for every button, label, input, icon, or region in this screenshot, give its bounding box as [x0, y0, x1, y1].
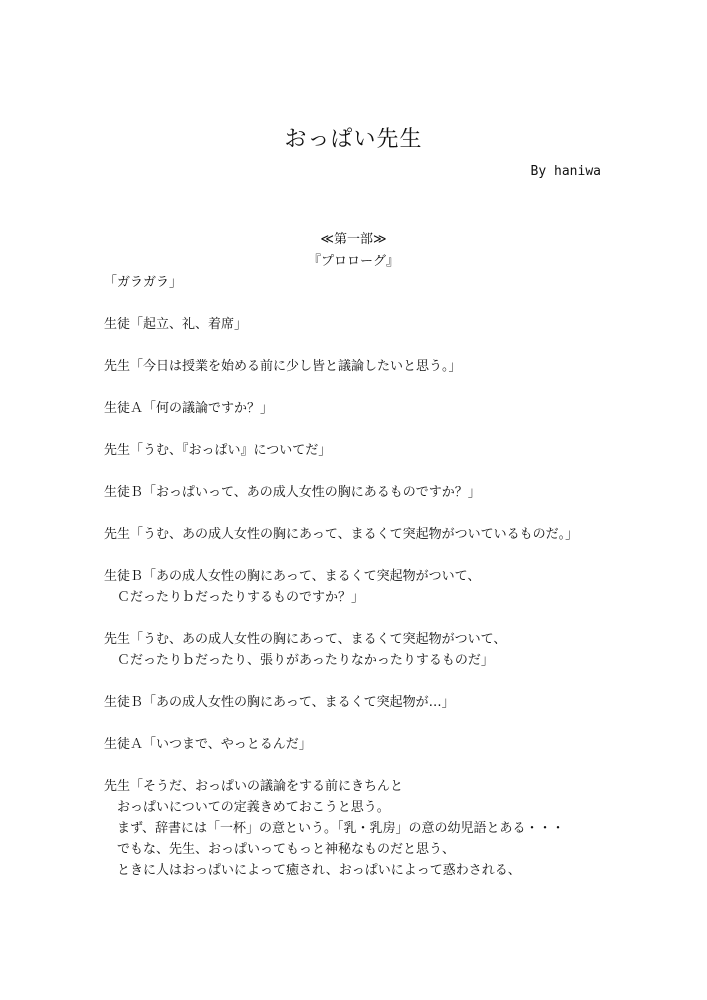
paragraph — [104, 566, 604, 608]
text-line: 先生「今日は授業を始める前に少し皆と議論したいと思う。」 — [104, 359, 462, 374]
paragraph — [104, 440, 604, 461]
paragraph — [104, 482, 604, 503]
paragraph — [104, 272, 604, 293]
text-line: まず、辞書には「一杯」の意という。「乳・乳房」の意の幼児語とある・・・ — [117, 821, 565, 836]
chapter-heading: 『プロローグ』 — [307, 254, 399, 269]
text-line: 生徒Ｂ「あの成人女性の胸にあって、まるくて突起物が…」 — [104, 695, 455, 710]
script-body — [104, 272, 604, 902]
paragraph — [104, 524, 604, 545]
text-line: 生徒「起立、礼、着席」 — [104, 317, 248, 332]
document-title: おっぱい先生 — [284, 127, 423, 152]
author-byline: By haniwa — [530, 164, 601, 179]
text-line: ときに人はおっぱいによって癒され、おっぱいによって惑わされる、 — [117, 863, 521, 878]
paragraph — [104, 629, 604, 671]
text-line: 生徒Ａ「何の議論ですか？」 — [104, 401, 274, 416]
text-line: Ｃだったりｂだったり、張りがあったりなかったりするものだ」 — [117, 653, 494, 668]
text-line: おっぱいについての定義きめておこうと思う。 — [117, 800, 390, 815]
paragraph — [104, 356, 604, 377]
text-line: 生徒Ａ「いつまで、やっとるんだ」 — [104, 737, 312, 752]
paragraph — [104, 314, 604, 335]
text-line: でもな、先生、おっぱいってもっと神秘なものだと思う、 — [117, 842, 456, 857]
text-line: 先生「そうだ、おっぱいの議論をする前にきちんと — [104, 779, 404, 794]
paragraph — [104, 776, 604, 881]
text-line: 先生「うむ、あの成人女性の胸にあって、まるくて突起物がついて、 — [104, 632, 507, 647]
text-line: 「ガラガラ」 — [104, 275, 183, 290]
paragraph — [104, 734, 604, 755]
paragraph — [104, 692, 604, 713]
part-heading: ≪第一部≫ — [320, 232, 387, 247]
text-line: 先生「うむ、『おっぱい』についてだ」 — [104, 443, 332, 458]
text-line: 生徒Ｂ「あの成人女性の胸にあって、まるくて突起物がついて、 — [104, 569, 481, 584]
text-line: Ｃだったりｂだったりするものですか？」 — [117, 590, 365, 605]
paragraph — [104, 398, 604, 419]
text-line: 先生「うむ、あの成人女性の胸にあって、まるくて突起物がついているものだ。」 — [104, 527, 579, 542]
text-line: 生徒Ｂ「おっぱいって、あの成人女性の胸にあるものですか？」 — [104, 485, 481, 500]
